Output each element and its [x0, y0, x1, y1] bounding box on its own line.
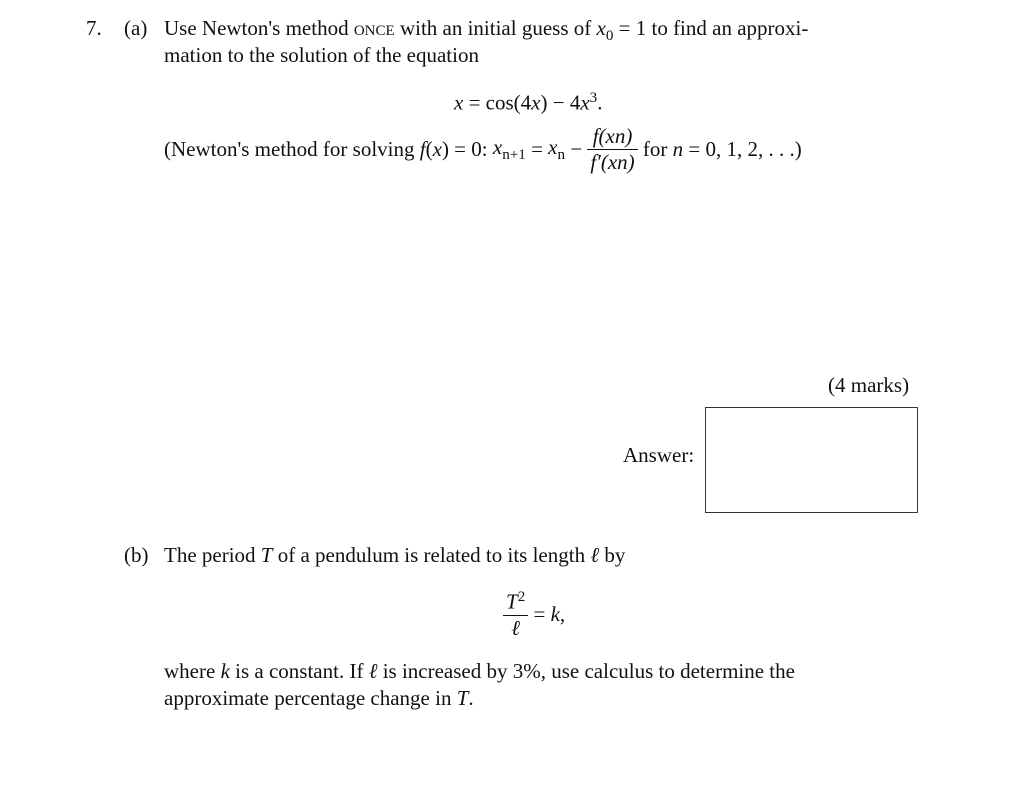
newton-note — [164, 124, 802, 175]
equation-a — [454, 91, 602, 114]
newton-fraction-numerator: f(xn) — [587, 124, 637, 150]
part-b-line-3 — [164, 661, 795, 682]
answer-label: Answer: — [623, 443, 695, 467]
eq-b-k: k — [550, 601, 560, 626]
part-a-line-1-post: = 1 to find an approxi- — [618, 16, 809, 40]
eq-a-exp: 3 — [589, 90, 598, 106]
var-T-2: T — [456, 686, 469, 710]
part-b-line-1 — [164, 545, 625, 566]
question-number: 7. — [86, 16, 102, 40]
part-b-line-4-pre: approximate percentage change in — [164, 686, 452, 710]
newton-range: = 0, 1, 2, . . .) — [688, 137, 802, 162]
equation-b — [503, 588, 565, 641]
part-a-line-1-mid: with an initial guess of — [399, 16, 592, 40]
var-x: x — [596, 16, 606, 40]
part-b-line-3-pre: where — [164, 659, 216, 683]
answer-box[interactable] — [705, 407, 918, 513]
part-b-line-4 — [164, 688, 474, 709]
newton-n: n — [672, 137, 684, 162]
newton-minus: − — [570, 137, 583, 162]
part-b-label: (b) — [124, 543, 149, 567]
eq-a-x2: x — [531, 90, 541, 115]
newton-xn: $x_n$ — [548, 134, 566, 163]
eq-a-x: x — [454, 90, 464, 115]
eq-b-equals: = — [533, 601, 546, 626]
part-a-line-1-pre: Use Newton's method — [164, 16, 349, 40]
eq-b-denominator: ℓ — [511, 615, 520, 640]
part-b-line-3-mid: is a constant. If — [235, 659, 364, 683]
var-ell: ℓ — [590, 543, 600, 567]
var-k: k — [220, 659, 230, 683]
eq-b-numerator: $T^2$ — [503, 588, 528, 616]
marks-label: (4 marks) — [828, 373, 910, 397]
eq-a-end: . — [597, 90, 603, 115]
part-b-line-1-pre: The period — [164, 543, 256, 567]
eq-a-mid: = cos(4 — [463, 90, 532, 115]
eq-b-fraction — [503, 588, 528, 641]
newton-equals: = — [531, 137, 543, 162]
part-a-line-2: mation to the solution of the equation — [164, 43, 479, 67]
part-b-line-3-post: is increased by 3%, use calculus to determine the — [382, 659, 795, 683]
eq-a-after: ) − 4 — [540, 90, 581, 115]
newton-fx: f(x) = 0: — [419, 137, 488, 162]
part-b-line-1-mid: of a pendulum is related to its length — [277, 543, 586, 567]
part-a-line-1 — [164, 18, 808, 44]
newton-fraction-denominator: f′(xn) — [590, 150, 635, 175]
newton-for: for — [642, 137, 668, 162]
eq-b-comma: , — [559, 601, 566, 626]
var-x-subscript: 0 — [605, 27, 614, 44]
newton-open: (Newton's method for solving — [164, 137, 415, 162]
part-b-line-4-end: . — [468, 686, 474, 710]
part-b-line-1-post: by — [604, 543, 626, 567]
var-ell-2: ℓ — [368, 659, 378, 683]
part-a-emphasis-once: once — [353, 16, 395, 40]
newton-fraction — [587, 124, 637, 175]
var-T: T — [260, 543, 273, 567]
eq-a-x3: x — [580, 90, 590, 115]
newton-xn1: $x_{n+1}$ — [492, 134, 526, 163]
part-a-label: (a) — [124, 16, 148, 40]
